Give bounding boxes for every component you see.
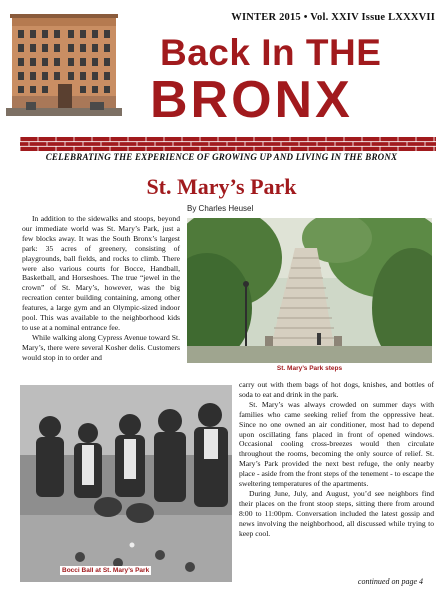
brick-divider	[20, 137, 436, 151]
apartment-building-photo	[6, 4, 122, 116]
article-byline: By Charles Heusel	[187, 204, 254, 213]
masthead	[0, 0, 443, 162]
article-headline: St. Mary’s Park	[146, 174, 297, 199]
masthead-title-line1: Back In THE	[160, 32, 382, 73]
article-paragraph: During June, July, and August, you’d see neighbors find their places on the front stoop steps, sitting there from around 8:00 to 11:00pm. Conversation included the latest gossip and news involving the neighborhood, all discussed while trying to keep cool.	[239, 488, 434, 538]
article-paragraph: St. Mary’s was always crowded on summer days with families who came seeking relief from the oppressive heat. Since no one owned an air conditioner, most had to depend upon oscillating fans placed in front of opened windows. Occasional cooling cross-breezes would then circulate throughout the rooms, becoming the only source of relief. St. Mary’s Park provided the next best refuge, the only nearby place - aside from the front steps of the tenement - to escape the sweltering temperatures of the apartments.	[239, 399, 434, 489]
issue-line: WINTER 2015 • Vol. XXIV Issue LXXXVII	[231, 12, 435, 23]
photo-caption-steps: St. Mary’s Park steps	[276, 365, 343, 372]
masthead-title-line2: BRONX	[150, 71, 353, 129]
article-paragraph: carry out with them bags of hot dogs, knishes, and bottles of soda to eat and drink in the park.	[239, 380, 434, 399]
continued-note[interactable]: continued on page 4	[357, 577, 423, 586]
bocci-ball-photo	[20, 385, 232, 582]
article-paragraph: While walking along Cypress Avenue toward St. Mary’s, there were several Kosher delis. Customers would stop in to order and	[22, 332, 180, 362]
article-paragraph: In addition to the sidewalks and stoops, beyond our immediate world was St. Mary’s Park, just a few blocks away. It was the South Bronx’s largest park: 35 acres of greenery, consisting of playgrounds, ball fields, and rocks to climb. There were also various courts for Bocce, Handball, Basketball, and Horseshoes. The true “jewel in the crown” of St. Mary’s, however, was the big recreation center building containing, among other features, a large gym and an Olympic-sized indoor pool. This was available to the neighborhood kids to use at a nominal entrance fee.	[22, 214, 180, 332]
article-column-right	[239, 380, 434, 539]
photo-caption-bocci: Bocci Ball at St. Mary’s Park	[62, 567, 150, 574]
article-column-left	[22, 214, 180, 363]
park-steps-photo	[187, 218, 432, 363]
tagline: CELEBRATING THE EXPERIENCE OF GROWING UP AND LIVING IN THE BRONX	[45, 152, 398, 162]
